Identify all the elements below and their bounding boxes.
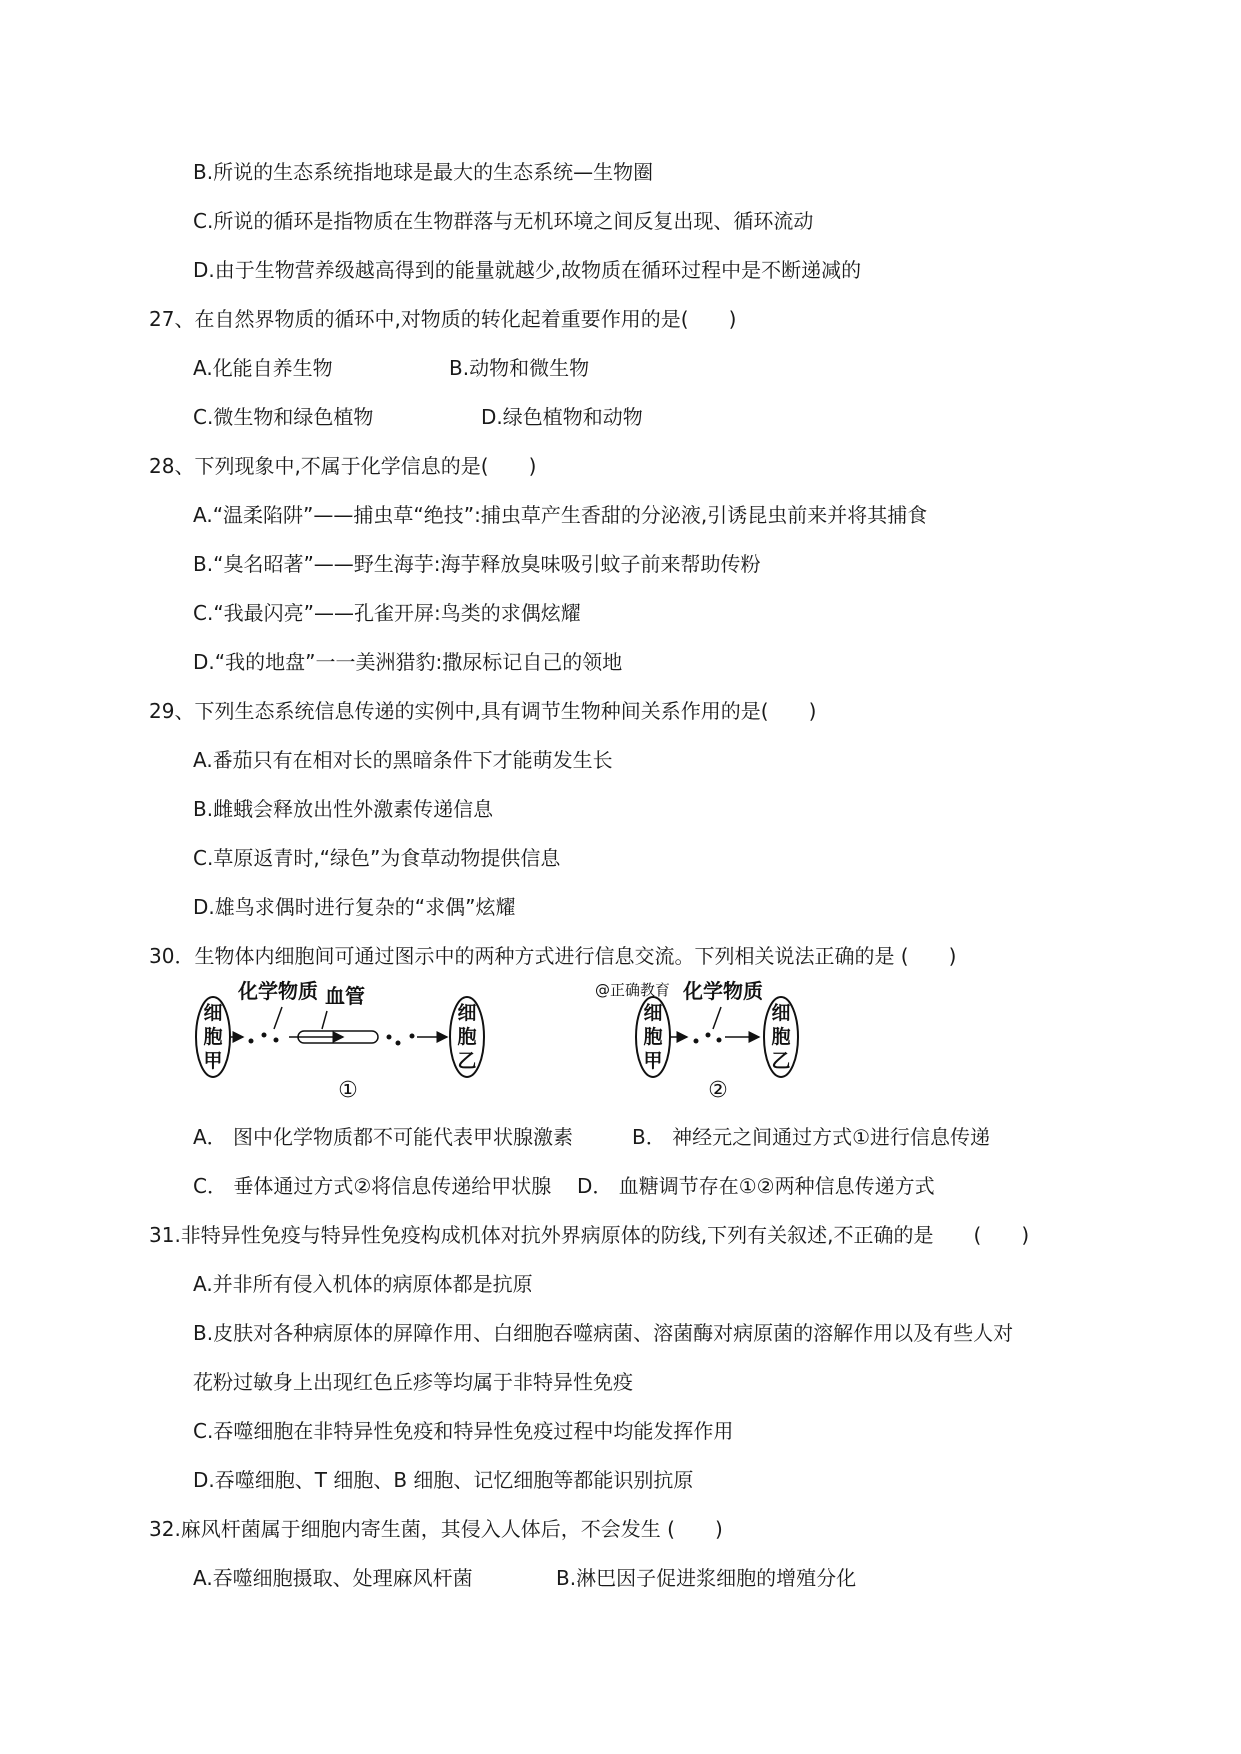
q29-stem: 29、下列生态系统信息传递的实例中,具有调节生物种间关系作用的是( ) (149, 699, 817, 723)
cell-b-char-3: 乙 (457, 1050, 477, 1072)
q28-option-b: B.“臭名昭著”——野生海芋:海芋释放臭味吸引蚊子前来帮助传粉 (193, 552, 761, 576)
q31-option-a: A.并非所有侵入机体的病原体都是抗原 (193, 1272, 533, 1296)
molecule-dot (262, 1033, 267, 1038)
q28-option-c: C.“我最闪亮”——孔雀开屏:鸟类的求偶炫耀 (193, 601, 581, 625)
molecule-dot (387, 1035, 392, 1040)
q31-option-d: D.吞噬细胞、T 细胞、B 细胞、记忆细胞等都能识别抗原 (193, 1468, 694, 1492)
q32-option-a: A.吞噬细胞摄取、处理麻风杆菌 (193, 1566, 473, 1590)
prev-option-d: D.由于生物营养级越高得到的能量就越少,故物质在循环过程中是不断递减的 (193, 258, 862, 282)
cell-a-char-2: 胞 (643, 1026, 663, 1048)
prev-option-c: C.所说的循环是指物质在生物群落与无机环境之间反复出现、循环流动 (193, 209, 814, 233)
pointer-line (274, 1007, 282, 1029)
diagram-panel-1 (196, 979, 484, 1103)
q29-option-b: B.雌蛾会释放出性外激素传递信息 (193, 797, 494, 821)
signal-diagram (193, 975, 833, 1105)
chemical-label: 化学物质 (238, 979, 318, 1003)
q27-option-d: D.绿色植物和动物 (481, 405, 643, 429)
chemical-label: 化学物质 (683, 979, 763, 1003)
cell-b-char-1: 细 (457, 1002, 477, 1024)
cell-a-char-1: 细 (643, 1002, 663, 1024)
cell-b-char-2: 胞 (771, 1026, 791, 1048)
q27-option-b: B.动物和微生物 (449, 356, 590, 380)
molecule-dot (694, 1039, 699, 1044)
cell-a-char-3: 甲 (643, 1050, 663, 1072)
q28-stem: 28、下列现象中,不属于化学信息的是( ) (149, 454, 537, 478)
molecule-dot (274, 1038, 279, 1043)
q30-option-a: A． 图中化学物质都不可能代表甲状腺激素 (193, 1125, 574, 1149)
molecule-dot (396, 1041, 401, 1046)
q29-option-c: C.草原返青时,“绿色”为食草动物提供信息 (193, 846, 561, 870)
q31-stem: 31.非特异性免疫与特异性免疫构成机体对抗外界病原体的防线,下列有关叙述,不正确的是 ( ) (149, 1223, 1030, 1247)
cell-b-char-3: 乙 (771, 1050, 791, 1072)
molecule-dot (717, 1038, 722, 1043)
molecule-dot (249, 1039, 254, 1044)
q30-option-c: C． 垂体通过方式②将信息传递给甲状腺 (193, 1174, 552, 1198)
diagram-panel-2 (595, 979, 798, 1103)
cell-a-char-2: 胞 (203, 1026, 223, 1048)
q30-option-b: B． 神经元之间通过方式①进行信息传递 (632, 1125, 991, 1149)
q32-option-b: B.淋巴因子促进浆细胞的增殖分化 (556, 1566, 857, 1590)
q27-stem: 27、在自然界物质的循环中,对物质的转化起着重要作用的是( ) (149, 307, 737, 331)
cell-a-char-1: 细 (203, 1002, 223, 1024)
q31-option-c: C.吞噬细胞在非特异性免疫和特异性免疫过程中均能发挥作用 (193, 1419, 734, 1443)
molecule-dot (410, 1034, 415, 1039)
q29-option-d: D.雄鸟求偶时进行复杂的“求偶”炫耀 (193, 895, 516, 919)
cell-a-char-3: 甲 (203, 1050, 223, 1072)
q27-option-c: C.微生物和绿色植物 (193, 405, 374, 429)
q30-option-d: D． 血糖调节存在①②两种信息传递方式 (577, 1174, 935, 1198)
panel-number-1: ① (338, 1078, 358, 1103)
q31-option-b-continued: 花粉过敏身上出现红色丘疹等均属于非特异性免疫 (193, 1370, 633, 1394)
q29-option-a: A.番茄只有在相对长的黑暗条件下才能萌发生长 (193, 748, 613, 772)
vessel-label: 血管 (325, 984, 365, 1008)
q27-option-a: A.化能自养生物 (193, 356, 333, 380)
q31-option-b: B.皮肤对各种病原体的屏障作用、白细胞吞噬病菌、溶菌酶对病原菌的溶解作用以及有些人对 (193, 1321, 1014, 1345)
watermark: @正确教育 (595, 981, 671, 999)
prev-option-b: B.所说的生态系统指地球是最大的生态系统—生物圈 (193, 160, 654, 184)
q32-stem: 32.麻风杆菌属于细胞内寄生菌，其侵入人体后，不会发生 ( ) (149, 1517, 723, 1541)
molecule-dot (706, 1033, 711, 1038)
panel-number-2: ② (708, 1078, 728, 1103)
q30-stem: 30．生物体内细胞间可通过图示中的两种方式进行信息交流。下列相关说法正确的是 ( ) (149, 944, 957, 968)
cell-b-char-2: 胞 (457, 1026, 477, 1048)
cell-b-char-1: 细 (771, 1002, 791, 1024)
q28-option-a: A.“温柔陷阱”——捕虫草“绝技”:捕虫草产生香甜的分泌液,引诱昆虫前来并将其捕食 (193, 503, 928, 527)
q28-option-d: D.“我的地盘”一一美洲猎豹:撒尿标记自己的领地 (193, 650, 623, 674)
